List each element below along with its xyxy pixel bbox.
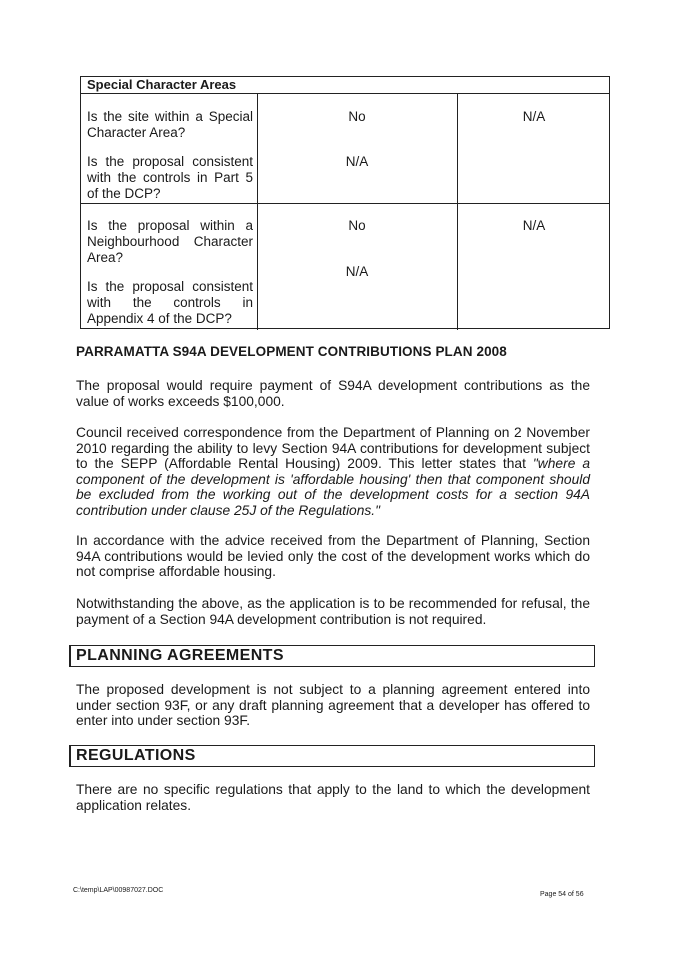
regulations-heading: REGULATIONS	[76, 747, 196, 764]
table-header-label: Special Character Areas	[87, 77, 237, 92]
question-neighbourhood-character-area: Is the proposal within a Neighbourhood Character Area?	[87, 218, 253, 265]
planning-agreements-heading-box	[69, 645, 595, 667]
regulations-paragraph: There are no specific regulations that apply to the land to which the development application relates.	[76, 782, 590, 813]
question-appendix4-controls: Is the proposal consistent with the controls in Appendix 4 of the DCP?	[87, 279, 253, 326]
column-divider	[457, 94, 458, 330]
s94a-paragraph-2	[76, 425, 590, 518]
answer-appendix4-controls: N/A	[345, 264, 369, 279]
s94a-paragraph-4: Notwithstanding the above, as the application is to be recommended for refusal, the payment of a Section 94A development contribution is not required.	[76, 596, 590, 627]
s94a-paragraph-1: The proposal would require payment of S94A development contributions as the value of works exceeds $100,000.	[76, 378, 590, 409]
footer-page-number: Page 54 of 56	[540, 891, 584, 898]
table-header	[81, 77, 609, 94]
question-special-character-area: Is the site within a Special Character Area?	[87, 109, 253, 140]
s94a-paragraph-3: In accordance with the advice received from the Department of Planning, Section 94A contributions would be levied only the cost of the development works which do not comprise affordable housing.	[76, 533, 590, 579]
planning-agreements-heading: PLANNING AGREEMENTS	[76, 647, 284, 664]
answer-part5-controls: N/A	[345, 154, 369, 169]
answer-neighbourhood-character-area: No	[348, 218, 366, 233]
special-character-areas-table	[80, 76, 610, 329]
column-divider	[257, 94, 258, 330]
s94a-heading: PARRAMATTA S94A DEVELOPMENT CONTRIBUTIONS PLAN 2008	[76, 344, 507, 359]
answer-special-character-area: No	[348, 109, 366, 124]
footer-file-path: C:\temp\LAP\00987027.DOC	[73, 887, 164, 894]
s94a-paragraph-2-text: Council received correspondence from the Department of Planning on 2 November 2010 regarding the ability to levy Section 94A contributions for development subject to the SEPP (Affordable Rental Housing) 2009. This letter states that	[76, 425, 590, 471]
comment-special-character-area: N/A	[522, 109, 546, 124]
question-part5-controls: Is the proposal consistent with the controls in Part 5 of the DCP?	[87, 154, 253, 201]
s94a-paragraph-2-quote: "where a component of the development is 'affordable housing' then that component should be excluded from the working out of the development costs for a section 94A contribution under clause 25J of the Regulations."	[76, 456, 590, 518]
regulations-heading-box	[69, 745, 595, 767]
comment-neighbourhood-character-area: N/A	[522, 218, 546, 233]
row-divider	[81, 203, 609, 204]
planning-agreements-paragraph: The proposed development is not subject to a planning agreement entered into under section 93F, or any draft planning agreement that a developer has offered to enter into under section 93F.	[76, 682, 590, 728]
